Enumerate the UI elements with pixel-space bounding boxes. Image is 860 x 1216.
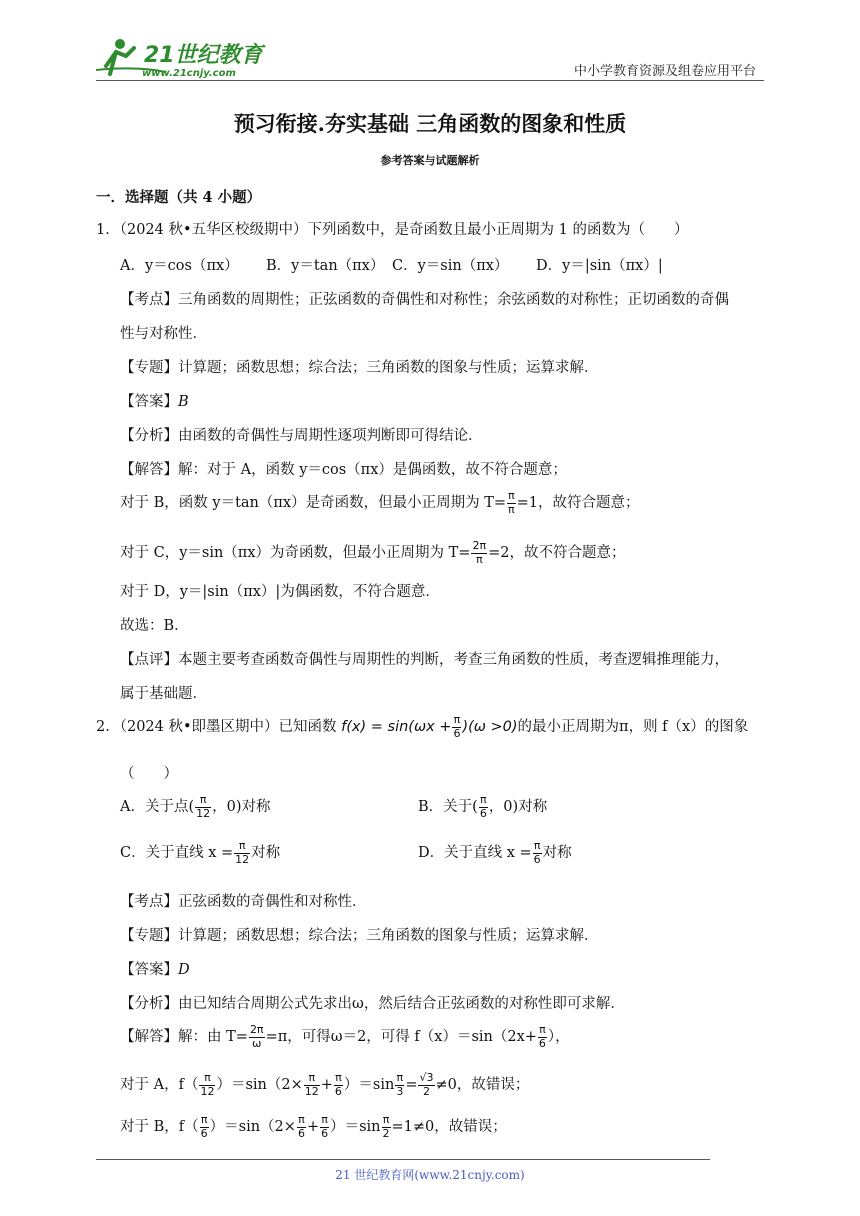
q2-option-b: B．关于( $\frac{\pi}{6}$ ，0)对称 bbox=[418, 793, 548, 820]
q2-stem-text: 2．（2024 秋•即墨区期中）已知函数 bbox=[96, 719, 342, 736]
fraction: $\frac{\pi}{2}$ bbox=[382, 1113, 390, 1140]
q2-answer bbox=[120, 958, 190, 979]
q2-stem-tail: 的最小正周期为π，则 f（x）的图象 bbox=[517, 719, 749, 736]
q1-jieda-d: 对于 D，y＝|sin（πx）|为偶函数，不符合题意． bbox=[120, 584, 440, 600]
footer-divider bbox=[96, 1159, 710, 1160]
q2-jieda-2: 对于 A，f（ $\frac{\pi}{12}$ ）＝sin（2× $\frac{\pi}{12}$ + $\frac{\pi}{6}$ ）＝sin $\frac{\pi}{3}$ = $\frac{√3}{2}$ ≠0，故错误； bbox=[120, 1071, 530, 1098]
fraction: $\frac{\pi}{6}$ bbox=[200, 1113, 208, 1140]
q2-stem bbox=[96, 714, 748, 740]
q2-answer-label: 【答案】 bbox=[120, 962, 178, 978]
fraction: $\frac{\pi}{3}$ bbox=[396, 1071, 404, 1098]
q1-option-d: D．y＝|sin（πx）| bbox=[536, 258, 663, 274]
q2-jieda-1: 【解答】解：由 T= $\frac{2\pi}{\omega}$ =π，可得ω＝2，可得 f（x）＝sin（2x+ $\frac{\pi}{6}$ ）， bbox=[120, 1023, 570, 1050]
q1-option-b: B．y＝tan（πx） bbox=[266, 258, 385, 274]
q1-answer-label: 【答案】 bbox=[120, 394, 178, 410]
q1-jieda-c-result: =2，故不符合题意； bbox=[488, 545, 626, 562]
q1-jieda-b-result: =1，故符合题意； bbox=[516, 495, 640, 512]
fraction: $\frac{2\pi}{\pi}$ bbox=[472, 539, 487, 566]
fraction: $\frac{\pi}{12}$ bbox=[200, 1071, 215, 1098]
q2-option-c: C．关于直线 x = $\frac{\pi}{12}$ 对称 bbox=[120, 839, 281, 866]
q1-fenxi: 【分析】由函数的奇偶性与周期性逐项判断即可得结论． bbox=[120, 428, 483, 444]
fraction: $\frac{\pi}{6}$ bbox=[479, 793, 487, 820]
fraction: $\frac{2\pi}{\omega}$ bbox=[249, 1023, 264, 1050]
q1-jieda-b bbox=[120, 490, 640, 516]
q2-fenxi: 【分析】由已知结合周期公式先求出ω，然后结合正弦函数的对称性即可求解． bbox=[120, 996, 625, 1012]
fraction: $\frac{\pi}{6}$ bbox=[538, 1023, 546, 1050]
q1-zhuanti: 【专题】计算题；函数思想；综合法；三角函数的图象与性质；运算求解． bbox=[120, 360, 599, 376]
q2-function: f(x) = sin(ωx + bbox=[341, 719, 452, 736]
page-title: 预习衔接.夯实基础 三角函数的图象和性质 bbox=[233, 111, 627, 136]
q2-paren: （ ） bbox=[120, 766, 178, 782]
q1-conclusion: 故选：B． bbox=[120, 618, 189, 634]
fraction: $\frac{\pi}{12}$ bbox=[196, 793, 211, 820]
fraction: $\frac{\pi}{\pi}$ bbox=[508, 489, 515, 516]
fraction: $\frac{\pi}{6}$ bbox=[321, 1113, 329, 1140]
fraction: $\frac{\pi}{6}$ bbox=[533, 839, 541, 866]
q2-condition: )(ω >0) bbox=[462, 719, 518, 736]
q2-kaodian: 【考点】正弦函数的奇偶性和对称性． bbox=[120, 894, 367, 910]
fraction: $\frac{\pi}{12}$ bbox=[304, 1071, 319, 1098]
header-divider bbox=[96, 80, 764, 81]
q1-jieda-b-text: 对于 B，函数 y＝tan（πx）是奇函数，但最小正周期为 T= bbox=[120, 495, 507, 512]
site-logo bbox=[96, 36, 266, 80]
footer-link[interactable]: 21 世纪教育网(www.21cnjy.com) bbox=[335, 1168, 525, 1182]
q1-stem: 1．（2024 秋•五华区校级期中）下列函数中，是奇函数且最小正周期为 1 的函数为（ ） bbox=[96, 222, 689, 238]
page-subtitle: 参考答案与试题解析 bbox=[380, 154, 480, 167]
fraction: $\frac{\pi}{12}$ bbox=[235, 839, 250, 866]
q1-jieda-c bbox=[120, 540, 625, 566]
q1-jieda-a: 【解答】解：对于 A，函数 y＝cos（πx）是偶函数，故不符合题意； bbox=[120, 462, 567, 478]
q2-zhuanti: 【专题】计算题；函数思想；综合法；三角函数的图象与性质；运算求解． bbox=[120, 928, 599, 944]
q1-options bbox=[120, 254, 663, 275]
fraction: $\frac{√3}{2}$ bbox=[419, 1071, 434, 1098]
logo-url-text: www.21cnjy.com bbox=[142, 68, 236, 79]
fraction: $\frac{\pi}{6}$ bbox=[453, 713, 461, 740]
platform-name: 中小学教育资源及组卷应用平台 bbox=[573, 64, 756, 79]
q2-answer-value: D bbox=[178, 962, 190, 978]
q2-option-a: A．关于点( $\frac{\pi}{12}$ ，0)对称 bbox=[120, 793, 271, 820]
q1-kaodian-1: 【考点】三角函数的周期性；正弦函数的奇偶性和对称性；余弦函数的对称性；正切函数的奇偶 bbox=[120, 292, 729, 308]
section-heading: 一．选择题（共 4 小题） bbox=[96, 189, 262, 206]
logo-main-text: 21世纪教育 bbox=[144, 43, 263, 68]
q2-jieda-3: 对于 B，f（ $\frac{\pi}{6}$ ）＝sin（2× $\frac{\pi}{6}$ + $\frac{\pi}{6}$ ）＝sin $\frac{\pi}{2}$ =1≠0，故错误； bbox=[120, 1113, 507, 1140]
fraction: $\frac{\pi}{6}$ bbox=[297, 1113, 305, 1140]
q1-answer-value: B bbox=[178, 394, 189, 410]
q1-kaodian-2: 性与对称性． bbox=[120, 326, 207, 342]
q2-option-d: D．关于直线 x = $\frac{\pi}{6}$ 对称 bbox=[418, 839, 572, 866]
q1-answer bbox=[120, 390, 189, 411]
fraction: $\frac{\pi}{6}$ bbox=[334, 1071, 342, 1098]
q1-option-a: A．y＝cos（πx） bbox=[120, 258, 239, 274]
q1-dianping-2: 属于基础题． bbox=[120, 686, 207, 702]
q1-option-c: C．y＝sin（πx） bbox=[392, 258, 509, 274]
q1-dianping-1: 【点评】本题主要考查函数奇偶性与周期性的判断，考查三角函数的性质，考查逻辑推理能力， bbox=[120, 652, 729, 668]
q1-jieda-c-text: 对于 C，y＝sin（πx）为奇函数，但最小正周期为 T= bbox=[120, 545, 471, 562]
